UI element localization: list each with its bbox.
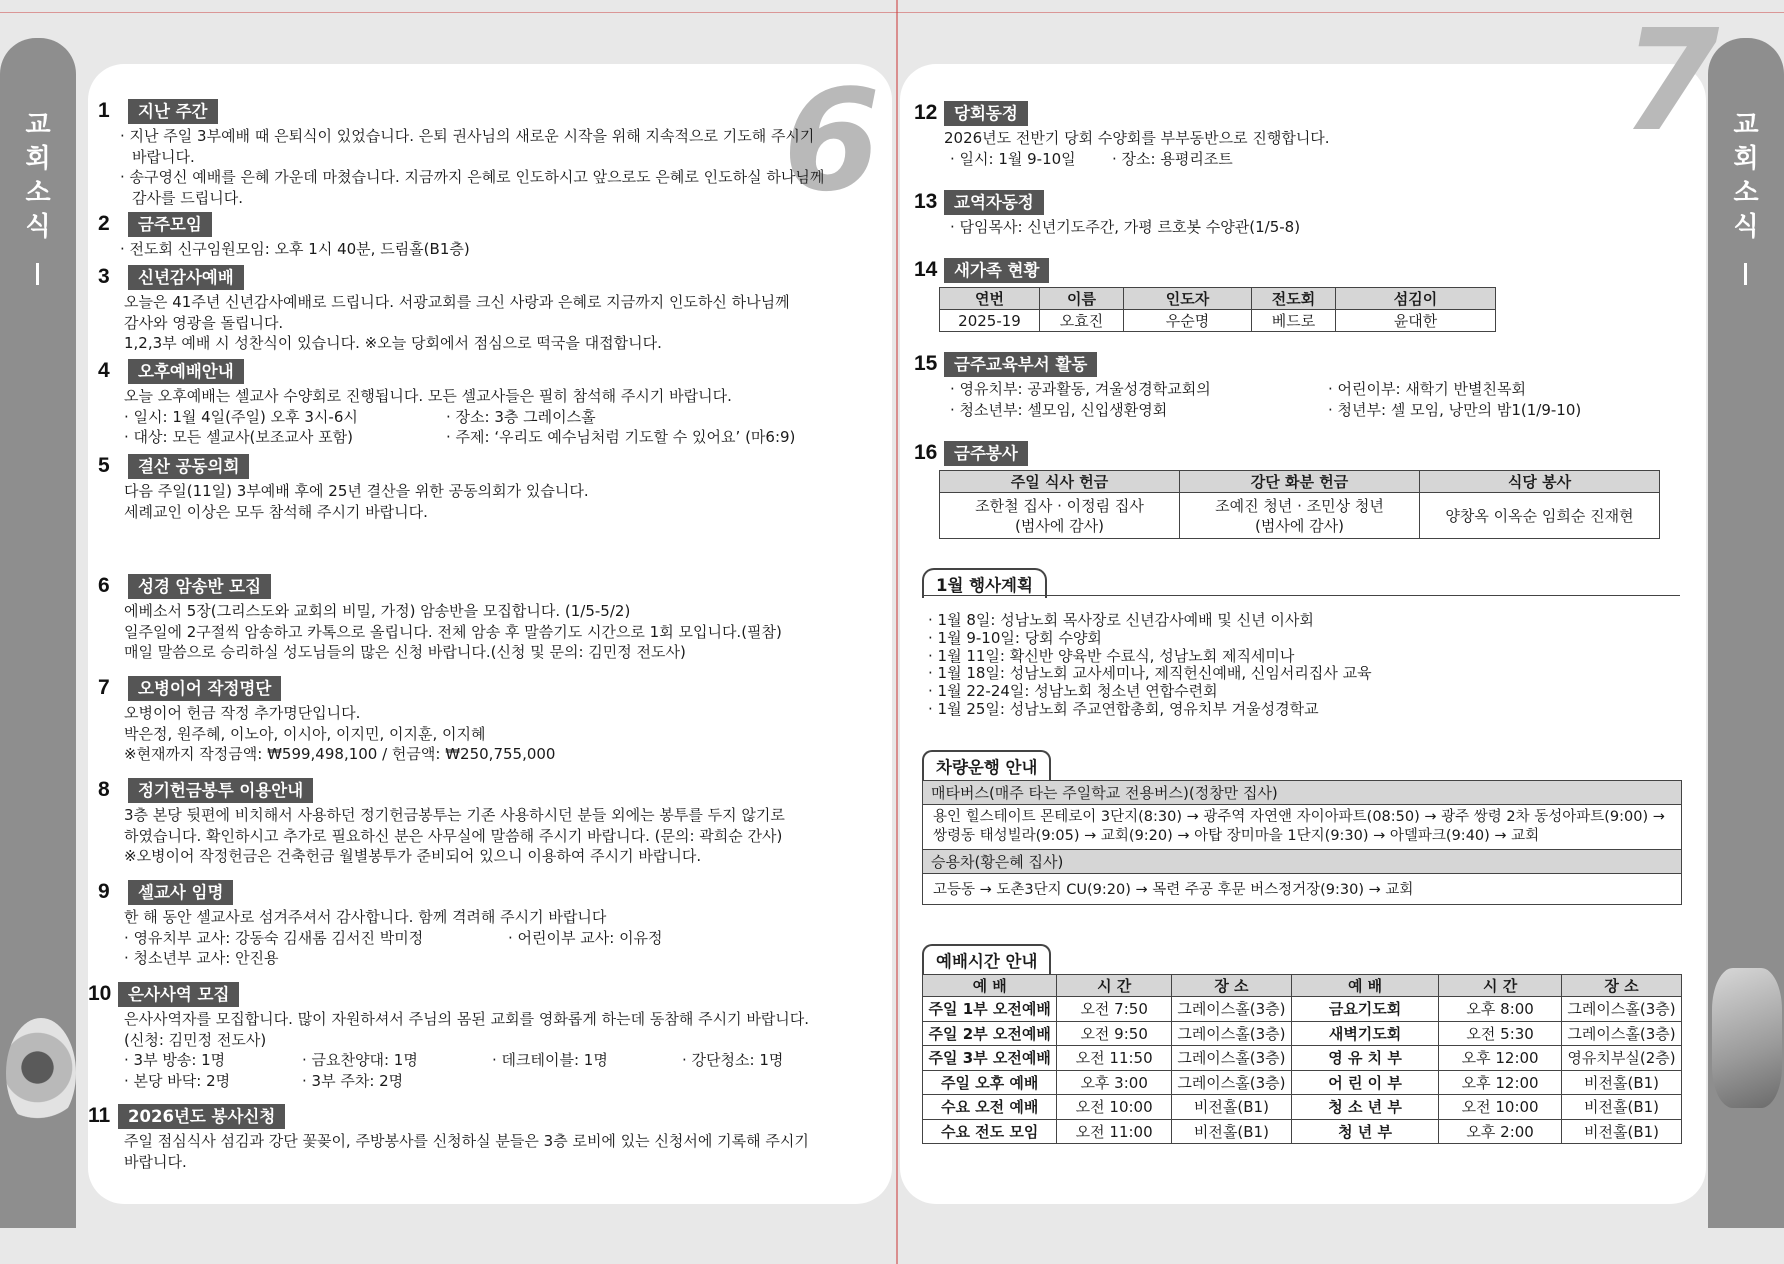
table-cell: 주일 2부 오전예배 — [923, 1021, 1057, 1046]
section-16: 16 금주봉사 주일 식사 헌금 강단 화분 헌금 식당 봉사 조한철 집사 · 이정림 집사 (범사에 감사) 조예진 청년 · 조민상 청년 (범사에 감사) 양창옥 이옥순 임희순 진재현 — [914, 441, 1694, 539]
table-cell: 비전홀(B1) — [1562, 1095, 1682, 1120]
worship-table: 예 배 시 간 장 소 예 배 시 간 장 소 주일 1부 오전예배 오전 7:50 그레이스홀(3층) 금요기도회 오후 8:00 그레이스홀(3층) 주일 2부 오전예배 오전 9:50 그레이스홀(3층) 새벽기도회 오전 5:30 그레이스홀(3층) 주일 3부 오전예배 오전 11:50 그레이스홀(3층) 영 유 치 부 오후 12:00 영유치부실(2층) 주일 오후 예배 오후 3:00 그레이스홀(3층) 어 린 이 부 오후 12:00 비전홀(B1) 수요 오전 예배 오전 10:00 비전홀(B1) 청 소 년 부 오전 10:00 비전홀(B1) 수요 전도 모임 오전 11:00 비전홀(B1) 청 년 부 오후 2:00 비전홀(B1) — [922, 974, 1682, 1144]
section-title: 당회동정 — [944, 101, 1028, 126]
section-8: 8 정기헌금봉투 이용안내 3층 본당 뒷편에 비치해서 사용하던 정기헌금봉투는 기존 사용하시던 분들 외에는 봉투를 두지 않기로 하였습니다. 확인하시고 추가로 필요하신 분은 사무실에 말씀해 주시기 바랍니다. (문의: 곽희순 간사) ※오병이어 작정헌금은 건축헌금 월별봉투가 준비되어 있으니 이용하여 주시기 바랍니다. — [98, 778, 785, 865]
table-cell: 비전홀(B1) — [1562, 1119, 1682, 1144]
table-row — [923, 1095, 1682, 1120]
sidebar-divider — [36, 263, 39, 285]
table-cell: 그레이스홀(3층) — [1171, 1021, 1291, 1046]
sidebar-title: 교 회 소 식 — [1733, 110, 1759, 242]
sidebar-title: 교 회 소 식 — [25, 110, 51, 242]
table-cell: 수요 오전 예배 — [923, 1095, 1057, 1120]
service-table: 주일 식사 헌금 강단 화분 헌금 식당 봉사 조한철 집사 · 이정림 집사 (범사에 감사) 조예진 청년 · 조민상 청년 (범사에 감사) 양창옥 이옥순 임희순 진재현 — [939, 470, 1660, 539]
table-cell: 오전 10:00 — [1057, 1095, 1172, 1120]
section-2: 2 금주모임 · 전도회 신구임원모임: 오후 1시 40분, 드림홀(B1층) — [98, 212, 470, 258]
left-page — [88, 60, 892, 1204]
table-cell: 그레이스홀(3층) — [1171, 1046, 1291, 1071]
new-family-table: 연번 이름 인도자 전도회 섬김이 2025-19 오효진 우순명 베드로 윤대한 — [939, 287, 1496, 332]
section-title: 오병이어 작정명단 — [128, 676, 281, 701]
table-cell: 비전홀(B1) — [1171, 1095, 1291, 1120]
section-4: 4 오후예배안내 오늘 오후예배는 셀교사 수양회로 진행됩니다. 모든 셀교사들은 필히 참석해 주시기 바랍니다. · 일시: 1월 4일(주일) 오후 3시-6시 · 장소: 3층 그레이스홀 · 대상: 모든 셀교사(보조교사 포함) · 주제: ‘우리도 예수님처럼 기도할 수 있어요’ (마6:9) — [98, 359, 796, 446]
table-cell: 새벽기도회 — [1291, 1021, 1438, 1046]
table-cell: 주일 오후 예배 — [923, 1070, 1057, 1095]
section-title: 금주교육부서 활동 — [944, 352, 1097, 377]
page-number-right: 7 — [1622, 0, 1720, 163]
table-cell: 주일 1부 오전예배 — [923, 997, 1057, 1022]
table-cell: 오후 12:00 — [1439, 1070, 1562, 1095]
section-7: 7 오병이어 작정명단 오병이어 헌금 작정 추가명단입니다. 박은정, 원주혜, 이노아, 이시아, 이지민, 이지훈, 이지혜 ※현재까지 작정금액: ₩599,498,100 / 헌금액: ₩250,755,000 — [98, 676, 556, 763]
table-cell: 금요기도회 — [1291, 997, 1438, 1022]
section-title: 2026년도 봉사신청 — [118, 1104, 285, 1129]
car-header: 승용차(황은혜 집사) — [923, 849, 1681, 874]
section-6: 6 성경 암송반 모집 에베소서 5장(그리스도와 교회의 비밀, 가정) 암송반을 모집합니다. (1/5-5/2) 일주일에 2구절씩 암송하고 카톡으로 올립니다. 전체 암송 후 말씀기도 시간으로 1회 모입니다.(필참) 매일 말씀으로 승리하실 성도님들의 많은 신청 바랍니다.(신청 및 문의: 김민정 전도사) — [98, 574, 782, 661]
table-cell: 그레이스홀(3층) — [1171, 997, 1291, 1022]
hands-plant-image — [6, 1018, 76, 1128]
left-sidebar — [0, 38, 76, 1228]
page-gutter — [896, 0, 898, 1264]
sidebar-divider — [1744, 263, 1747, 285]
hands-image — [1712, 968, 1782, 1108]
section-11: 11 2026년도 봉사신청 주일 점심식사 섬김과 강단 꽃꽂이, 주방봉사를 신청하실 분들은 3층 로비에 있는 신청서에 기록해 주시기 바랍니다. — [88, 1104, 809, 1171]
list-item: · 1월 9-10일: 당회 수양회 — [928, 628, 1102, 647]
section-title: 결산 공동의회 — [128, 454, 249, 479]
events-title: 1월 행사계획 — [922, 568, 1047, 598]
bus-header: 매타버스(매주 타는 주일학교 전용버스)(정창만 집사) — [923, 781, 1681, 805]
table-cell: 오전 5:30 — [1439, 1021, 1562, 1046]
section-title: 금주모임 — [128, 212, 212, 237]
table-cell: 비전홀(B1) — [1562, 1070, 1682, 1095]
table-cell: 그레이스홀(3층) — [1562, 1021, 1682, 1046]
section-15: 15 금주교육부서 활동 · 영유치부: 공과활동, 겨울성경학교회의 · 어린이부: 새학기 반별친목회 · 청소년부: 셀모임, 신입생환영회 · 청년부: 셀 모임, 낭만의 밤1(1/9-10) — [914, 352, 1582, 419]
section-title: 은사사역 모집 — [118, 982, 239, 1007]
events-divider — [922, 595, 1680, 596]
section-14: 14 새가족 현황 연번 이름 인도자 전도회 섬김이 2025-19 오효진 우순명 베드로 윤대한 — [914, 258, 1694, 332]
section-title: 새가족 현황 — [944, 258, 1049, 283]
table-cell: 어 린 이 부 — [1291, 1070, 1438, 1095]
table-row: 2025-19 오효진 우순명 베드로 윤대한 — [940, 310, 1496, 332]
table-cell: 오전 7:50 — [1057, 997, 1172, 1022]
car-route: 고등동 → 도촌3단지 CU(9:20) → 목련 주공 후문 버스정거장(9:30) → 교회 — [933, 882, 1414, 898]
vehicle-box — [922, 780, 1682, 905]
section-title: 정기헌금봉투 이용안내 — [128, 778, 313, 803]
section-title: 금주봉사 — [944, 441, 1028, 466]
table-cell: 청 소 년 부 — [1291, 1095, 1438, 1120]
vehicle-section — [922, 750, 1682, 905]
vehicle-title: 차량운행 안내 — [922, 750, 1051, 780]
table-cell: 오전 11:50 — [1057, 1046, 1172, 1071]
table-cell: 수요 전도 모임 — [923, 1119, 1057, 1144]
crop-line-top — [0, 12, 1784, 13]
list-item: · 1월 22-24일: 성남노회 청소년 연합수련회 — [928, 682, 1218, 701]
section-title: 지난 주간 — [128, 99, 218, 124]
table-row — [923, 997, 1682, 1022]
table-cell: 주일 3부 오전예배 — [923, 1046, 1057, 1071]
table-cell: 영유치부실(2층) — [1562, 1046, 1682, 1071]
section-title: 교역자동정 — [944, 190, 1044, 215]
section-5: 5 결산 공동의회 다음 주일(11일) 3부예배 후에 25년 결산을 위한 공동의회가 있습니다. 세례교인 이상은 모두 참석해 주시기 바랍니다. — [98, 454, 589, 521]
worship-title: 예배시간 안내 — [922, 944, 1051, 974]
table-cell: 그레이스홀(3층) — [1562, 997, 1682, 1022]
table-cell: 오전 9:50 — [1057, 1021, 1172, 1046]
worship-section — [922, 944, 1682, 1144]
table-row — [923, 1119, 1682, 1144]
page-number-left: 6 — [783, 60, 881, 223]
table-cell: 오후 3:00 — [1057, 1070, 1172, 1095]
table-row — [923, 1046, 1682, 1071]
table-cell: 청 년 부 — [1291, 1119, 1438, 1144]
section-1: 1 지난 주간 · 지난 주일 3부예배 때 은퇴식이 있었습니다. 은퇴 권사님의 새로운 시작을 위해 지속적으로 기도해 주시기 바랍니다. · 송구영신 예배를 은혜 가운데 마쳤습니다. 지금까지 은혜로 인도하시고 앞으로도 은혜로 인도하실 하나님께 감사를 드립니다. — [98, 99, 825, 207]
table-row — [923, 1021, 1682, 1046]
section-3: 3 신년감사예배 오늘은 41주년 신년감사예배로 드립니다. 서광교회를 크신 사랑과 은혜로 지금까지 인도하신 하나님께 감사와 영광을 돌립니다. 1,2,3부 예배 시 성찬식이 있습니다. ※오늘 당회에서 점심으로 떡국을 대접합니다. — [98, 265, 790, 352]
section-title: 성경 암송반 모집 — [128, 574, 271, 599]
events-section — [922, 568, 1682, 719]
list-item: · 1월 11일: 확신반 양육반 수료식, 성남노회 제직세미나 — [928, 646, 1295, 665]
section-title: 신년감사예배 — [128, 265, 244, 290]
table-cell: 오후 12:00 — [1439, 1046, 1562, 1071]
table-cell: 오후 2:00 — [1439, 1119, 1562, 1144]
table-cell: 영 유 치 부 — [1291, 1046, 1438, 1071]
table-row — [923, 1070, 1682, 1095]
section-title: 오후예배안내 — [128, 359, 244, 384]
section-number: 1 — [98, 99, 110, 122]
table-cell: 비전홀(B1) — [1171, 1119, 1291, 1144]
section-title: 셀교사 임명 — [128, 880, 233, 905]
sidebar-church-name — [1746, 308, 1747, 309]
table-cell: 그레이스홀(3층) — [1171, 1070, 1291, 1095]
list-item: · 1월 18일: 성남노회 교사세미나, 제직헌신예배, 신임서리집사 교육 — [928, 664, 1372, 683]
sidebar-church-name — [38, 308, 39, 309]
section-10: 10 은사사역 모집 은사사역자를 모집합니다. 많이 자원하셔서 주님의 몸된 교회를 영화롭게 하는데 동참해 주시기 바랍니다. (신청: 김민정 전도사) · 3부 방송: 1명 · 금요찬양대: 1명 · 데크테이블: 1명 · 강단청소: 1명 · 본당 바닥: 2명 · 3부 주차: 2명 — [88, 982, 810, 1090]
section-13: 13 교역자동정 · 담임목사: 신년기도주간, 가평 르호봇 수양관(1/5-8) — [914, 190, 1301, 236]
section-9: 9 셀교사 임명 한 해 동안 셀교사로 섬겨주셔서 감사합니다. 함께 격려해 주시기 바랍니다 · 영유치부 교사: 강동숙 김새롬 김서진 박미정 · 어린이부 교사: 이유정 · 청소년부 교사: 안진용 — [98, 880, 663, 967]
right-page — [900, 0, 1720, 1204]
table-cell: 오후 8:00 — [1439, 997, 1562, 1022]
right-sidebar — [1708, 38, 1784, 1228]
bus-route: 용인 힐스테이트 몬테로이 3단지(8:30) → 광주역 자연앤 자이아파트(08:50) → 광주 쌍령 2차 동성아파트(9:00) → 쌍령동 태성빌라(9:05) → 교회(9:20) → 아탑 장미마을 1단지(9:30) → 아델파크(9:40) → 교회 — [933, 809, 1665, 844]
list-item: · 1월 8일: 성남노회 목사장로 신년감사예배 및 신년 이사회 — [928, 611, 1314, 629]
table-row: 조한철 집사 · 이정림 집사 (범사에 감사) 조예진 청년 · 조민상 청년 (범사에 감사) 양창옥 이옥순 임희순 진재현 — [940, 493, 1660, 539]
list-item: · 1월 25일: 성남노회 주교연합총회, 영유치부 겨울성경학교 — [928, 699, 1319, 718]
table-cell: 오전 10:00 — [1439, 1095, 1562, 1120]
section-12: 12 당회동정 2026년도 전반기 당회 수양회를 부부동반으로 진행합니다. · 일시: 1월 9-10일 · 장소: 용평리조트 — [914, 101, 1330, 168]
table-cell: 오전 11:00 — [1057, 1119, 1172, 1144]
